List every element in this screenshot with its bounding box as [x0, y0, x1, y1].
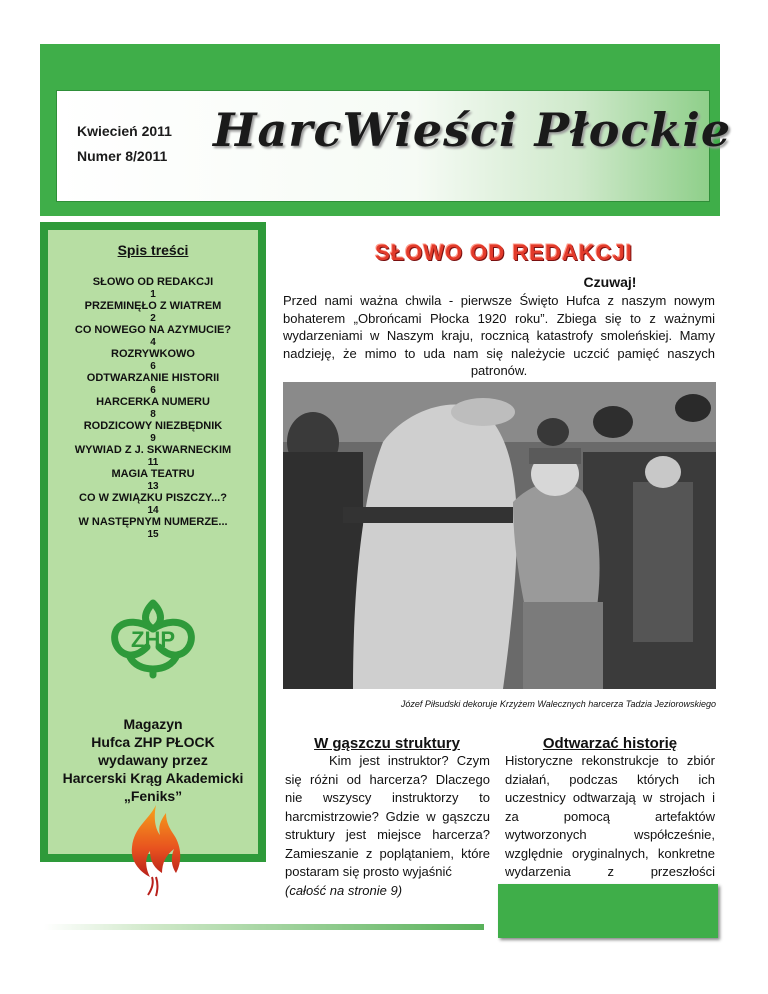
phoenix-logo-icon	[126, 803, 184, 898]
greeting-text: Czuwaj!	[583, 274, 637, 290]
toc-page-number: 1	[150, 288, 156, 300]
section-title: SŁOWO OD REDAKCJI	[375, 240, 633, 265]
sidebar	[40, 222, 266, 862]
magazine-info	[48, 715, 258, 805]
article-title[interactable]: W gąszczu struktury	[314, 735, 460, 752]
zhp-logo-text: ZHP	[131, 627, 175, 652]
header-banner	[40, 44, 732, 216]
toc-page-number: 13	[147, 480, 159, 492]
editorial-text: Przed nami ważna chwila - pierwsze Święto Hufca z naszym nowym bohaterem „Obrońcami Płocka 1920 roku”. Zbiega się to z ważnymi wydarzeniami w Naszym kraju, rocznicą katastrofy smoleńskiej. Mamy nadzieję, że mimo to uda nam się należycie uczcić pamięć naszych patronów.	[283, 293, 715, 378]
article-body: Historyczne rekonstrukcje to zbiór działań, podczas których ich uczestnicy odtwarzają w strojach i za pomocą artefaktów wytworzonych współcześnie, względnie oryginalnych, konkretne wydarzenia z przeszłości	[505, 753, 715, 879]
toc-page-number: 11	[147, 456, 159, 468]
issue-number: Numer 8/2011	[77, 148, 168, 164]
toc-page-number: 6	[150, 360, 156, 372]
toc-page-number: 4	[150, 336, 156, 348]
masthead-title: HarcWieści Płockie	[213, 103, 732, 157]
toc-item[interactable]: WYWIAD Z J. SKWARNECKIM	[74, 444, 232, 456]
toc-item[interactable]: ROZRYWKOWO	[111, 348, 195, 360]
toc-item[interactable]: ODTWARZANIE HISTORII	[86, 372, 220, 384]
header-panel	[56, 90, 732, 202]
issue-date: Kwiecień 2011	[77, 123, 172, 139]
magazine-line: Magazyn	[123, 716, 183, 732]
bottom-green-box	[498, 884, 718, 938]
toc-page-number: 14	[147, 504, 159, 516]
toc-item[interactable]: W NASTĘPNYM NUMERZE...	[78, 516, 228, 528]
article-title[interactable]: Odtwarzać historię	[542, 735, 678, 752]
toc-title: Spis treści	[117, 242, 189, 258]
photo-caption: Józef Piłsudski dekoruje Krzyżem Walecznych harcerza Tadzia Jeziorowskiego	[400, 699, 716, 709]
toc-page-number: 9	[150, 432, 156, 444]
toc-item[interactable]: SŁOWO OD REDAKCJI	[92, 276, 214, 288]
magazine-line: Harcerski Krąg Akademicki	[62, 770, 244, 786]
magazine-line: „Feniks”	[123, 788, 183, 804]
toc-page-number: 15	[147, 528, 159, 540]
table-of-contents	[48, 276, 258, 540]
toc-item[interactable]: PRZEMINĘŁO Z WIATREM	[84, 300, 222, 312]
magazine-line: Hufca ZHP PŁOCK	[91, 734, 215, 750]
toc-page-number: 6	[150, 384, 156, 396]
magazine-line: wydawany przez	[98, 752, 208, 768]
zhp-lily-icon	[103, 595, 203, 680]
toc-item[interactable]: RODZICOWY NIEZBĘDNIK	[83, 420, 223, 432]
toc-item[interactable]: CO NOWEGO NA AZYMUCIE?	[74, 324, 232, 336]
issue-info	[77, 119, 172, 169]
bottom-divider	[44, 924, 484, 930]
historical-photo	[283, 382, 716, 689]
toc-item[interactable]: CO W ZWIĄZKU PISZCZY...?	[79, 492, 227, 504]
toc-item[interactable]: MAGIA TEATRU	[111, 468, 195, 480]
article-body: Kim jest instruktor? Czym się różni od harcerza? Dlaczego nie wszyscy instruktorzy to harcmistrzowie? Gdzie w gąszczu struktury jest miejsce harcerza? Zamieszanie z poplątaniem, które postaram się prosto wyjaśnić	[285, 753, 490, 879]
read-more-link[interactable]: (całość na stronie 9)	[285, 882, 403, 898]
article-text	[285, 752, 490, 900]
toc-item[interactable]: HARCERKA NUMERU	[96, 396, 210, 408]
editorial-greeting	[292, 274, 716, 290]
sidebar-panel	[48, 230, 258, 854]
toc-page-number: 8	[150, 408, 156, 420]
toc-page-number: 2	[150, 312, 156, 324]
